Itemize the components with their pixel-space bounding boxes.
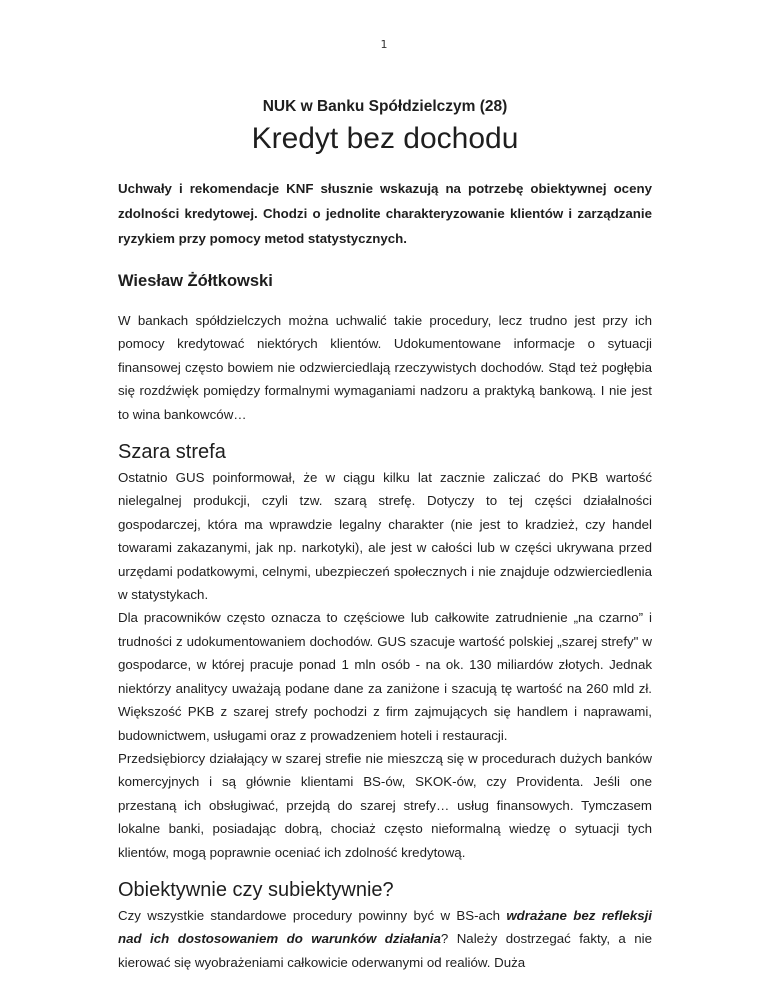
article — [118, 96, 652, 974]
section-heading-szara-strefa: Szara strefa — [118, 441, 226, 464]
page-number: 1 — [380, 38, 388, 51]
article-title: Kredyt bez dochodu — [251, 122, 519, 155]
section2-text-end: ? Należy dostrzegać fakty, a nie kierować się wyobrażeniami całkowicie oderwanymi od realiów. Duża — [118, 931, 652, 970]
section1-paragraph-2: Dla pracowników często oznacza to częściowe lub całkowite zatrudnienie „na czarno” i trudności z udokumentowaniem dochodów. GUS szacuje wartość polskiej „szarej strefy" w gospodarce, w której pracuje ponad 1 mln osób - na ok. 130 miliardów złotych. Jednak niektórzy analitycy uważają podane dane za zaniżone i szacują tę wartość na 260 mld zł. Większość PKB z szarej strefy pochodzi z firm zajmujących się handlem i naprawami, budownictwem, usługami oraz z prowadzeniem hoteli i restauracji. — [118, 610, 652, 743]
section2-paragraph-1 — [118, 904, 652, 974]
section-heading-obiektywnie: Obiektywnie czy subiektywnie? — [118, 878, 394, 901]
section1-paragraph-1: Ostatnio GUS poinformował, że w ciągu kilku lat zacznie zaliczać do PKB wartość nielegalnej produkcji, czyli tzw. szarą strefę. Dotyczy to tej części działalności gospodarczej, która ma wprawdzie legalny charakter (nie jest to kradzież, czy handel towarami zakazanymi, jak np. narkotyki), ale jest w całości lub w części ukrywana przed urzędami podatkowymi, celnymi, ubezpieczeń społecznych i nie znajduje odzwierciedlenia w statystykach. — [118, 470, 652, 603]
intro-paragraph: W bankach spółdzielczych można uchwalić takie procedury, lecz trudno jest przy ich pomocy kredytować niektórych klientów. Udokumentowane informacje o sytuacji finansowej często bowiem nie odzwierciedlają rzeczywistych dochodów. Stąd też pogłębia się rozdźwięk pomiędzy formalnymi wymaganiami nadzoru a praktyką bankową. I nie jest to wina bankowców… — [118, 313, 652, 422]
lead-paragraph: Uchwały i rekomendacje KNF słusznie wskazują na potrzebę obiektywnej oceny zdolności kredytowej. Chodzi o jednolite charakteryzowanie klientów i zarządzanie ryzykiem przy pomocy metod statystycznych. — [118, 181, 652, 246]
section2-emphasis: wdrażane bez refleksji nad ich dostosowaniem do warunków działania — [118, 907, 653, 947]
author-name: Wiesław Żółtkowski — [118, 272, 273, 290]
section2-text-start: Czy wszystkie standardowe procedury powinny być w BS-ach — [118, 907, 507, 923]
series-heading: NUK w Banku Spółdzielczym (28) — [262, 98, 508, 115]
section1-paragraph-3: Przedsiębiorcy działający w szarej strefie nie mieszczą się w procedurach dużych banków komercyjnych i są głównie klientami BS-ów, SKOK-ów, czy Providenta. Jeśli one przestaną ich obsługiwać, przejdą do szarej strefy… usług finansowych. Tymczasem lokalne banki, posiadając dobrą, chociaż często nieformalną wiedzę o sytuacji tych klientów, mogą poprawnie oceniać ich zdolność kredytową. — [118, 750, 652, 860]
